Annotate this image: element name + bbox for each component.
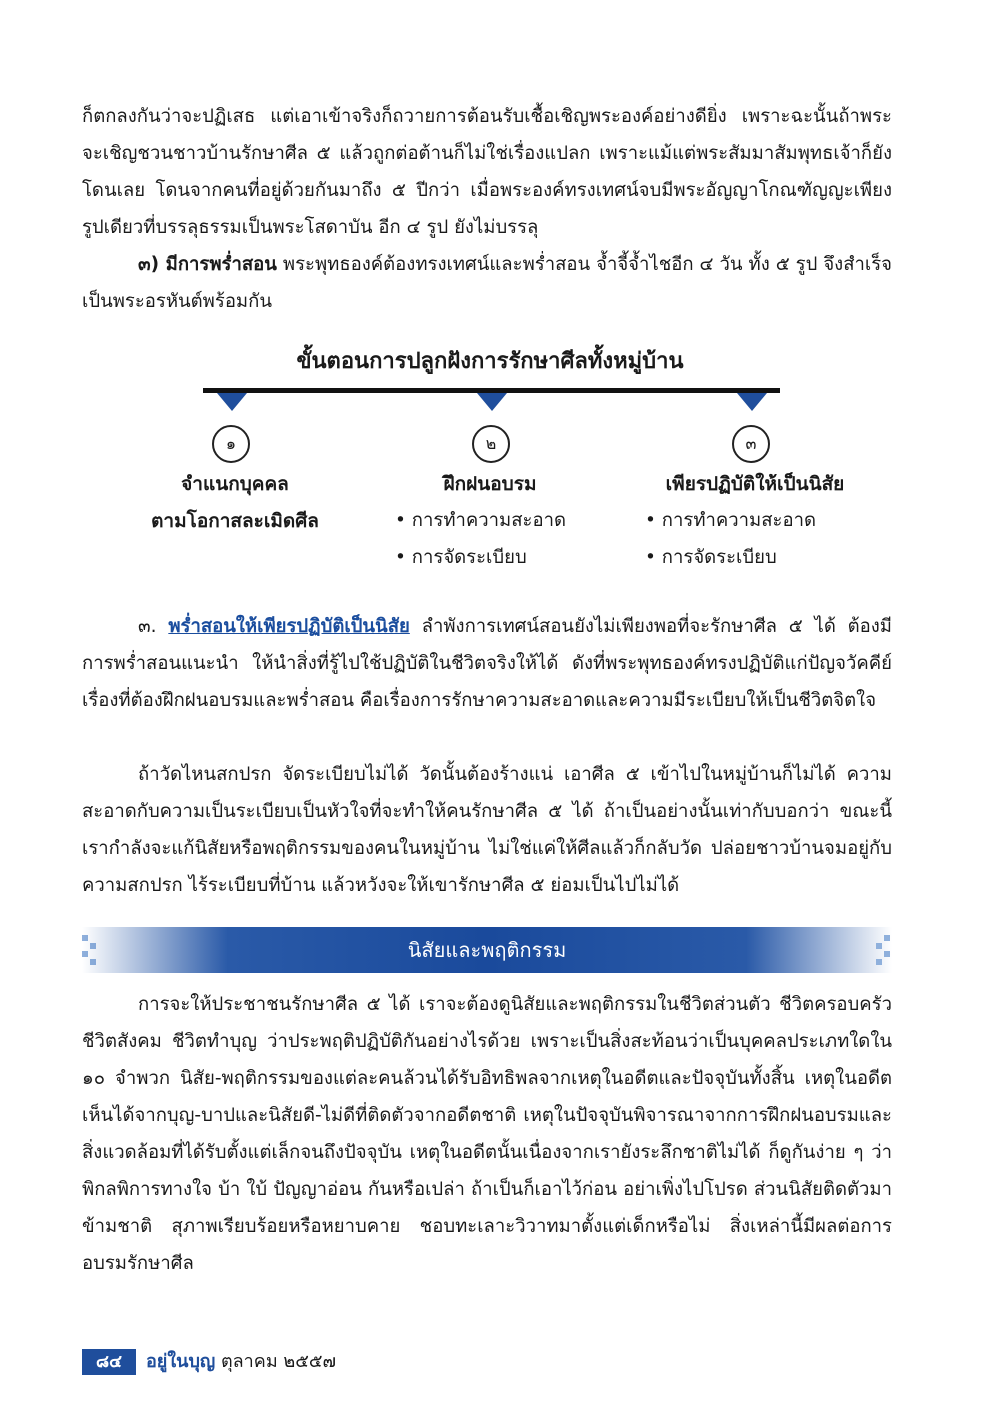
step-title: ฝึกฝนอบรม: [443, 473, 537, 495]
step-number-badge: ๒: [472, 425, 510, 463]
step-title: ตามโอกาสละเมิดศีล: [151, 510, 319, 532]
body-paragraph: ก็ตกลงกันว่าจะปฏิเสธ แต่เอาเข้าจริงก็ถวายการต้อนรับเชื้อเชิญพระองค์อย่างดียิ่ง เพราะฉะนั้นถ้าพระจะเชิญชวนชาวบ้านรักษาศีล ๕ แล้วถูกต่อต้านก็ไม่ใช่เรื่องแปลก เพราะแม้แต่พระสัมมาสัมพุทธเจ้าก็ยังโดนเลย โดนจากคนที่อยู่ด้วยกันมาถึง ๕ ปีกว่า เมื่อพระองค์ทรงเทศน์จบมีพระอัญญาโกณฑัญญะเพียงรูปเดียวที่บรรลุธรรมเป็นพระโสดาบัน อีก ๔ รูป ยังไม่บรรลุ: [82, 106, 892, 238]
section-banner: [82, 927, 892, 973]
body-paragraph: ถ้าวัดไหนสกปรก จัดระเบียบไม่ได้ วัดนั้นต้องร้างแน่ เอาศีล ๕ เข้าไปในหมู่บ้านก็ไม่ได้ ความสะอาดกับความเป็นระเบียบเป็นหัวใจที่จะทำให้คนรักษาศีล ๕ ได้ ถ้าเป็นอย่างนั้นเท่ากับบอกว่า ขณะนี้เรากำลังจะแก้นิสัยหรือพฤติกรรมของคนในหมู่บ้าน ไม่ใช่แค่ให้ศีลแล้วก็กลับวัด ปล่อยชาวบ้านจมอยู่กับความสกปรก ไร้ระเบียบที่บ้าน แล้วหวังจะให้เขารักษาศีล ๕ ย่อมเป็นไปไม่ได้: [82, 764, 892, 896]
step-title: จำแนกบุคคล: [181, 473, 289, 495]
section-text: ลำพังการเทศน์สอนยังไม่เพียงพอที่จะรักษาศีล ๕ ได้ ต้องมีการพร่ำสอนแนะนำ ให้นำสิ่งที่รู้ไปใช้ปฏิบัติในชีวิตจริงให้ได้ ดังที่พระพุทธองค์ทรงปฏิบัติแก่ปัญจวัคคีย์ เรื่องที่ต้องฝึกฝนอบรมและพร่ำสอน คือเรื่องการรักษาความสะอาดและความมีระเบียบให้เป็นชีวิตจิตใจ: [82, 616, 892, 711]
item-label: ๓) มีการพร่ำสอน: [138, 254, 277, 275]
body-paragraph: การจะให้ประชาชนรักษาศีล ๕ ได้ เราจะต้องดูนิสัยและพฤติกรรมในชีวิตส่วนตัว ชีวิตครอบครัว ชีวิตสังคม ชีวิตทำบุญ ว่าประพฤติปฏิบัติกันอย่างไรด้วย เพราะเป็นสิ่งสะท้อนว่าเป็นบุคคลประเภทใดใน ๑๐ จำพวก นิสัย-พฤติกรรมของแต่ละคนล้วนได้รับอิทธิพลจากเหตุในอดีตและปัจจุบันทั้งสิ้น เหตุในอดีตเห็นได้จากบุญ-บาปและนิสัยดี-ไม่ดีที่ติดตัวจากอดีตชาติ เหตุในปัจจุบันพิจารณาจากการฝึกฝนอบรมและสิ่งแวดล้อมที่ได้รับตั้งแต่เล็กจนถึงปัจจุบัน เหตุในอดีตนั้นเนื่องจากเรายังระลึกชาติไม่ได้ ก็ดูกันง่าย ๆ ว่า พิกลพิการทางใจ บ้า ใบ้ ปัญญาอ่อน กันหรือเปล่า ถ้าเป็นก็เอาไว้ก่อน อย่าเพิ่งไปโปรด ส่วนนิสัยติดตัวมาข้ามชาติ สุภาพเรียบร้อยหรือหยาบคาย ชอบทะเลาะวิวาทมาตั้งแต่เด็กหรือไม่ สิ่งเหล่านี้มีผลต่อการอบรมรักษาศีล: [82, 994, 892, 1274]
banner-title: นิสัยและพฤติกรรม: [407, 938, 567, 962]
step-bullet: • การทำความสะอาด: [645, 503, 816, 539]
banner-decoration-right: [874, 927, 892, 973]
step-number-badge: ๑: [212, 425, 250, 463]
step-title: เพียรปฏิบัติให้เป็นนิสัย: [665, 473, 845, 495]
step-bullet: • การทำความสะอาด: [395, 503, 566, 539]
body-paragraph: [82, 246, 892, 320]
step-bullet: • การจัดระเบียบ: [645, 540, 777, 576]
footer-caption: [146, 1349, 336, 1375]
body-paragraph: [82, 608, 892, 719]
page-number: ๘๔: [82, 1349, 136, 1375]
magazine-name: อยู่ในบุญ: [146, 1351, 216, 1372]
triangle-marker-icon: [737, 393, 767, 411]
item-text: พระพุทธองค์ต้องทรงเทศน์และพร่ำสอน จ้ำจี้จ้ำไชอีก ๔ วัน ทั้ง ๕ รูป จึงสำเร็จเป็นพระอรหันต์พร้อมกัน: [82, 254, 892, 312]
issue-date: ตุลาคม ๒๕๕๗: [220, 1351, 337, 1372]
step-bullet: • การจัดระเบียบ: [395, 540, 527, 576]
section-heading: พร่ำสอนให้เพียรปฏิบัติเป็นนิสัย: [168, 616, 410, 637]
triangle-marker-icon: [477, 393, 507, 411]
section-number: ๓.: [138, 616, 157, 637]
triangle-marker-icon: [217, 393, 247, 411]
diagram-title: ขั้นตอนการปลูกฝังการรักษาศีลทั้งหมู่บ้าน: [296, 349, 684, 374]
step-number-badge: ๓: [732, 425, 770, 463]
